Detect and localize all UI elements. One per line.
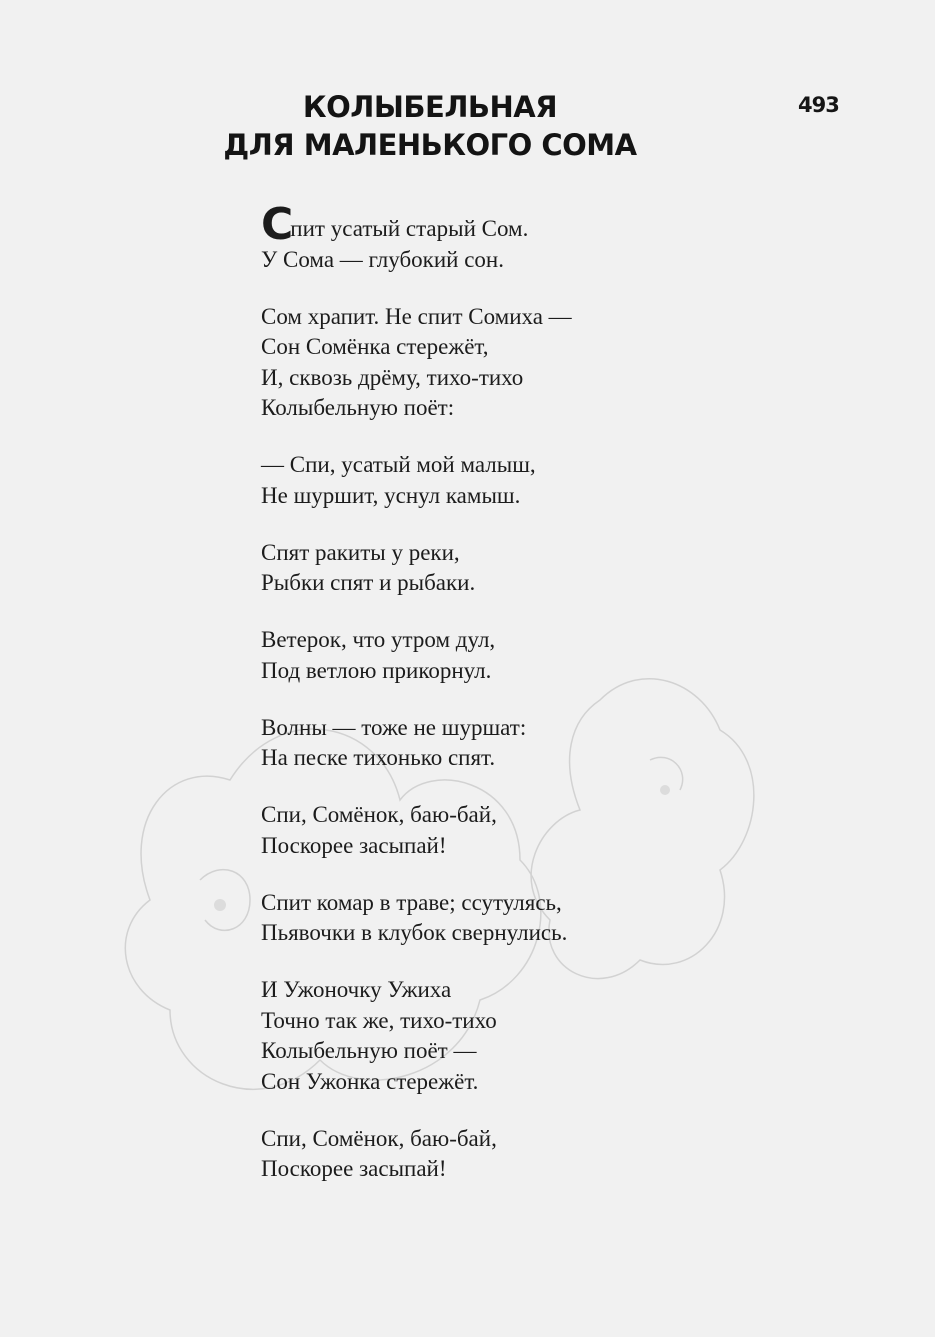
poem-line bbox=[261, 199, 781, 250]
poem-line: У Сома — глубокий сон. bbox=[261, 246, 504, 272]
poem-line: И, сквозь дрёму, тихо-тихо bbox=[261, 364, 524, 390]
stanza bbox=[261, 800, 781, 861]
poem-line: Спят ракиты у реки, bbox=[261, 539, 460, 565]
poem-line: Поскорее засыпай! bbox=[261, 1156, 447, 1181]
poem-line: Под ветлою прикорнул. bbox=[261, 657, 492, 683]
poem-line: Спи, Сомёнок, баю-бай, bbox=[261, 1125, 497, 1151]
poem-line: Спи, Сомёнок, баю-бай, bbox=[261, 802, 497, 827]
drop-cap: С bbox=[261, 199, 291, 250]
stanza bbox=[261, 302, 781, 424]
page-number: 493 bbox=[798, 93, 839, 117]
poem-line: Колыбельную поёт — bbox=[261, 1038, 477, 1063]
poem-line: Точно так же, тихо-тихо bbox=[261, 1007, 497, 1033]
poem-line: Колыбельную поёт: bbox=[261, 395, 455, 420]
poem-line: Волны — тоже не шуршат: bbox=[261, 714, 527, 740]
poem-line: — Спи, усатый мой малыш, bbox=[261, 452, 536, 477]
poem-line-text: пит усатый старый Сом. bbox=[290, 216, 529, 241]
poem-line: Сом храпит. Не спит Сомиха — bbox=[261, 303, 572, 329]
poem-line: Ветерок, что утром дул, bbox=[261, 627, 496, 652]
poem-line: Сон Ужонка стережёт. bbox=[261, 1068, 479, 1094]
title-line-2: ДЛЯ МАЛЕНЬКОГО СОМА bbox=[223, 128, 637, 162]
poem-body bbox=[261, 199, 781, 1211]
stanza bbox=[261, 450, 781, 511]
poem-line: На песке тихонько спят. bbox=[261, 745, 496, 770]
poem-line: Пьявочки в клубок свернулись. bbox=[261, 920, 568, 945]
poem-line: Не шуршит, уснул камыш. bbox=[261, 482, 521, 508]
poem-title bbox=[200, 88, 660, 164]
stanza bbox=[261, 1124, 781, 1185]
title-line-1: КОЛЫБЕЛЬНАЯ bbox=[302, 90, 558, 124]
stanza bbox=[261, 199, 781, 275]
poem-line: Рыбки спят и рыбаки. bbox=[261, 570, 476, 595]
stanza bbox=[261, 975, 781, 1097]
stanza bbox=[261, 888, 781, 949]
stanza bbox=[261, 713, 781, 774]
stanza bbox=[261, 625, 781, 686]
poem-line: Поскорее засыпай! bbox=[261, 832, 447, 858]
poem-line: Сон Сомёнка стережёт, bbox=[261, 334, 489, 359]
stanza bbox=[261, 538, 781, 599]
poem-line: И Ужоночку Ужиха bbox=[261, 977, 452, 1002]
poem-line: Спит комар в траве; ссутулясь, bbox=[261, 889, 562, 915]
